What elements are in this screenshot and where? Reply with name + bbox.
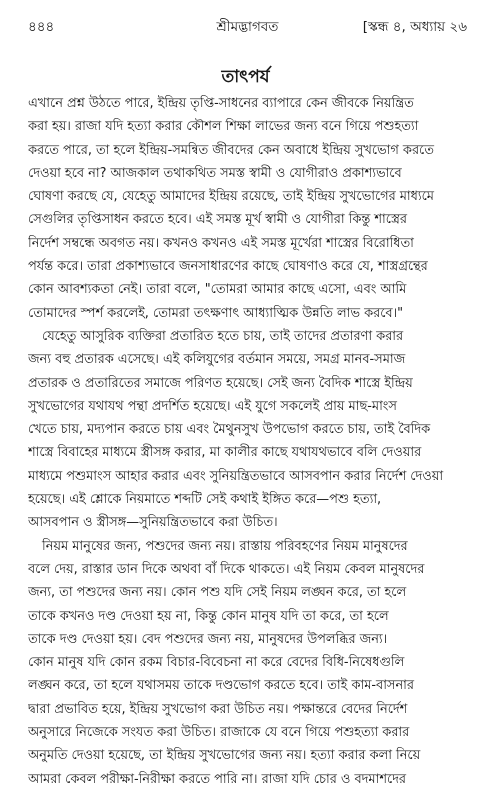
- text-line: যেহেতু আসুরিক ব্যক্তিরা প্রতারিত হতে চায়, তাই তাদের প্রতারণা করার: [42, 328, 404, 344]
- text-line: লঙ্ঘন করে, তা হলে যথাসময় তাকে দণ্ডভোগ করতে হবে। তাই কাম-বাসনার: [28, 678, 414, 694]
- text-line: নিয়ম মানুষের জন্য, পশুদের জন্য নয়। রাস্তায় পরিবহণের নিয়ম মানুষদের: [42, 538, 408, 554]
- text-line: করতে পারে, তা হলে ইন্দ্রিয়-সমন্বিত জীবদের কেন অবাধে ইন্দ্রিয় সুখভোগ করতে: [28, 142, 434, 158]
- text-line: তোমাদের স্পর্শ করলেই, তোমরা তৎক্ষণাৎ আধ্যাত্মিক উন্নতি লাভ করবে।": [28, 305, 404, 321]
- text-line: করা হয়। রাজা যদি হত্যা করার কৌশল শিক্ষা লাভের জন্য বনে গিয়ে পশুহত্যা: [28, 119, 419, 135]
- chapter-reference: [স্কন্ধ ৪, অধ্যায় ২৬: [362, 19, 467, 35]
- text-line: আসবপান ও স্ত্রীসঙ্গ—সুনিয়ন্ত্রিতভাবে করা উচিত।: [28, 515, 278, 531]
- text-line: অনুমতি দেওয়া হয়েছে, তা ইন্দ্রিয় সুখভোগের জন্য নয়। হত্যা করার কলা নিয়ে: [28, 748, 421, 764]
- text-line: পর্যন্ত করে। তারা প্রকাশ্যভাবে জনসাধারণের কাছে ঘোষণাও করে যে, শাস্ত্রগ্রন্থের: [28, 259, 428, 275]
- page-header: [28, 14, 467, 40]
- purport-text: [28, 92, 469, 791]
- text-line: মাধ্যমে পশুমাংস আহার করার এবং সুনিয়ন্ত্রিতভাবে আসবপান করার নির্দেশ দেওয়া: [28, 468, 444, 484]
- text-line: হয়েছে। এই শ্লোকে নিয়মাতে শব্দটি সেই কথাই ইঙ্গিত করে—পশু হত্যা,: [28, 492, 382, 508]
- book-title: শ্রীমদ্ভাগবত: [216, 19, 279, 35]
- text-line: দ্বারা প্রভাবিত হয়ে, ইন্দ্রিয় সুখভোগ করা উচিত নয়। পক্ষান্তরে বেদের নির্দেশ: [28, 701, 408, 717]
- text-line: শাস্ত্রে বিবাহের মাধ্যমে স্ত্রীসঙ্গ করার, মা কালীর কাছে যথাযথভাবে বলি দেওয়ার: [28, 445, 422, 461]
- text-line: অনুসারে নিজেকে সংযত করা উচিত। রাজাকে যে বনে গিয়ে পশুহত্যা করার: [28, 725, 410, 741]
- text-line: এখানে প্রশ্ন উঠতে পারে, ইন্দ্রিয় তৃপ্তি-সাধনের ব্যাপারে কেন জীবকে নিয়ন্ত্রিত: [28, 96, 414, 111]
- text-line: ঘোষণা করছে যে, যেহেতু আমাদের ইন্দ্রিয় রয়েছে, তাই ইন্দ্রিয় সুখভোগের মাধ্যমে: [28, 189, 434, 205]
- text-line: কোন মানুষ যদি কোন রকম বিচার-বিবেচনা না করে বেদের বিধি-নিষেধগুলি: [28, 655, 405, 671]
- text-line: জন্য, তা পশুদের জন্য নয়। কোন পশু যদি সেই নিয়ম লঙ্ঘন করে, তা হলে: [28, 585, 407, 601]
- text-line: প্রতারক ও প্রতারিতের সমাজে পরিণত হয়েছে। সেই জন্য বৈদিক শাস্ত্রে ইন্দ্রিয়: [28, 375, 413, 391]
- text-line: আমরা কেবল পরীক্ষা-নিরীক্ষা করতে পারি না। রাজা যদি চোর ও বদমাশদের: [28, 771, 406, 787]
- text-line: নির্দেশ সম্বন্ধে অবগত নয়। কখনও কখনও এই সমস্ত মূর্খেরা শাস্ত্রের বিরোধিতা: [28, 235, 414, 251]
- text-line: কোন আবশ্যকতা নেই। তারা বলে, "তোমরা আমার কাছে এসো, এবং আমি: [28, 282, 407, 298]
- page-number: ৪৪৪: [28, 19, 55, 35]
- text-line: সুখভোগের যথাযথ পন্থা প্রদর্শিত হয়েছে। এই যুগে সকলেই প্রায় মাছ-মাংস: [28, 398, 397, 414]
- text-line: দেওয়া হবে না? আজকাল তথাকথিত সমস্ত স্বামী ও যোগীরাও প্রকাশ্যভাবে: [28, 165, 402, 181]
- text-line: বলে দেয়, রাস্তার ডান দিকে অথবা বাঁ দিকে থাকতে। এই নিয়ম কেবল মানুষদের: [28, 561, 425, 577]
- section-heading: তাৎপর্য: [221, 67, 270, 87]
- text-line: সেগুলির তৃপ্তিসাধন করতে হবে। এই সমস্ত মূর্খ স্বামী ও যোগীরা কিন্তু শাস্ত্রের: [28, 212, 407, 228]
- text-line: তাকে দণ্ড দেওয়া হয়। বেদ পশুদের জন্য নয়, মানুষদের উপলব্ধির জন্য।: [28, 631, 388, 647]
- text-line: তাকে কখনও দণ্ড দেওয়া হয় না, কিন্তু কোন মানুষ যদি তা করে, তা হলে: [28, 608, 389, 624]
- text-line: খেতে চায়, মদ্যপান করতে চায় এবং মৈথুনসুখ উপভোগ করতে চায়, তাই বৈদিক: [28, 422, 431, 438]
- text-line: জন্য বহু প্রতারক এসেছে। এই কলিযুগের বর্তমান সময়ে, সমগ্র মানব-সমাজ: [28, 352, 406, 368]
